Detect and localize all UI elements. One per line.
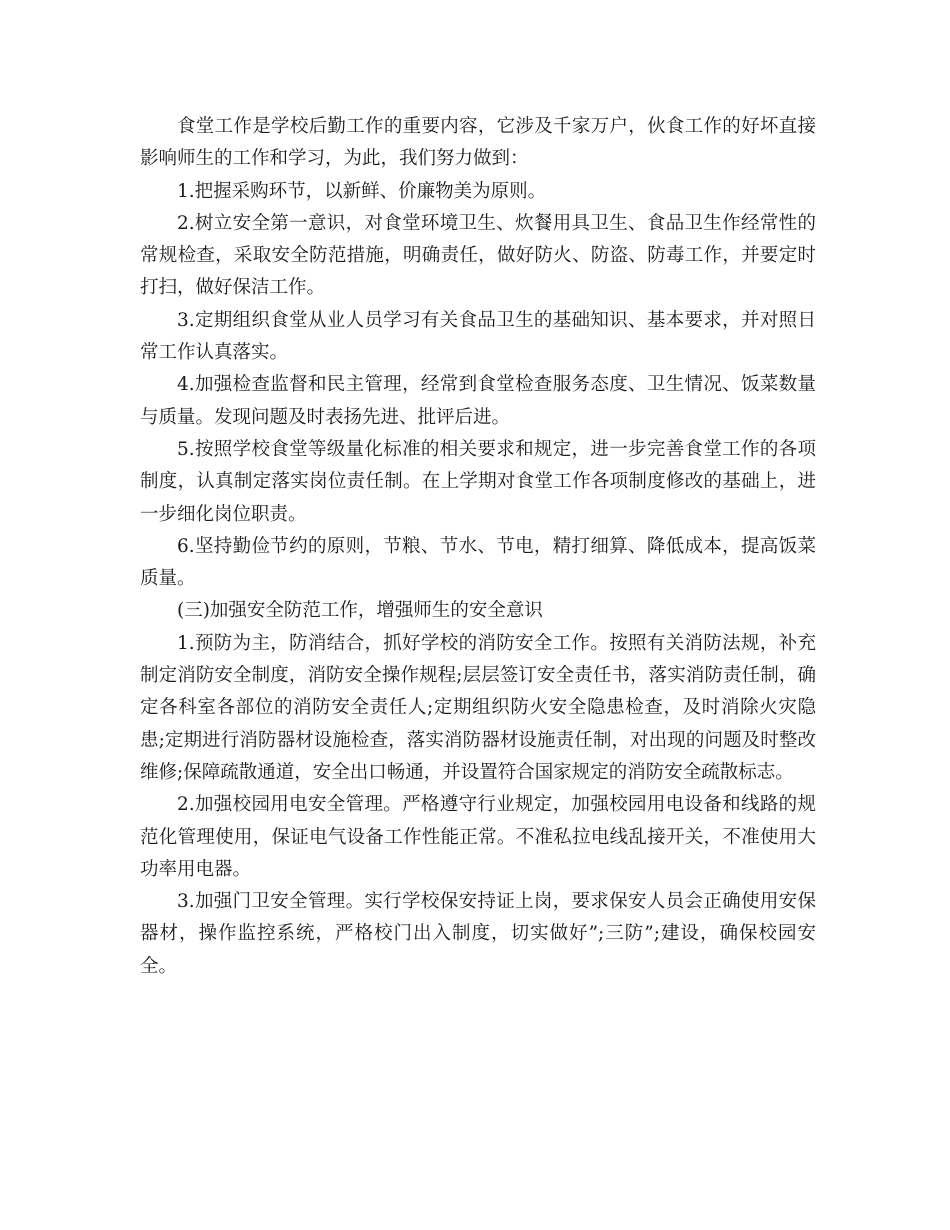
safety-item-2: 2.加强校园用电安全管理。严格遵守行业规定，加强校园用电设备和线路的规范化管理使用，保证电气设备工作性能正常。不准私拉电线乱接开关，不准使用大功率用电器。 <box>140 794 816 880</box>
section-heading-safety: (三)加强安全防范工作，增强师生的安全意识 <box>177 600 543 622</box>
canteen-item-3: 3.定期组织食堂从业人员学习有关食品卫生的基础知识、基本要求，并对照日常工作认真落实。 <box>140 309 816 364</box>
safety-item-1: 1.预防为主，防消结合，抓好学校的消防安全工作。按照有关消防法规，补充制定消防安全制度，消防安全操作规程;层层签订安全责任书，落实消防责任制，确定各科室各部位的消防安全责任人;定期组织防火安全隐患检查，及时消除火灾隐患;定期进行消防器材设施检查，落实消防器材设施责任制，对出现的问题及时整改维修;保障疏散通道，安全出口畅通，并设置符合国家规定的消防安全疏散标志。 <box>140 632 816 783</box>
canteen-item-5: 5.按照学校食堂等级量化标准的相关要求和规定，进一步完善食堂工作的各项制度，认真制定落实岗位责任制。在上学期对食堂工作各项制度修改的基础上，进一步细化岗位职责。 <box>140 438 816 525</box>
safety-item-3: 3.加强门卫安全管理。实行学校保安持证上岗，要求保安人员会正确使用安保器材，操作监控系统，严格校门出入制度，切实做好”;三防”;建设，确保校园安全。 <box>140 891 816 977</box>
canteen-item-1: 1.把握采购环节，以新鲜、价廉物美为原则。 <box>177 180 547 202</box>
document-body <box>140 111 816 983</box>
intro-paragraph: 食堂工作是学校后勤工作的重要内容，它涉及千家万户，伙食工作的好坏直接影响师生的工作和学习，为此，我们努力做到： <box>140 116 816 170</box>
canteen-item-2: 2.树立安全第一意识，对食堂环境卫生、炊餐用具卫生、食品卫生作经常性的常规检查，采取安全防范措施，明确责任，做好防火、防盗、防毒工作，并要定时打扫，做好保洁工作。 <box>140 212 816 299</box>
canteen-item-4: 4.加强检查监督和民主管理，经常到食堂检查服务态度、卫生情况、饭菜数量与质量。发现问题及时表扬先进、批评后进。 <box>140 374 816 428</box>
canteen-item-6: 6.坚持勤俭节约的原则，节粮、节水、节电，精打细算、降低成本，提高饭菜质量。 <box>140 535 816 590</box>
